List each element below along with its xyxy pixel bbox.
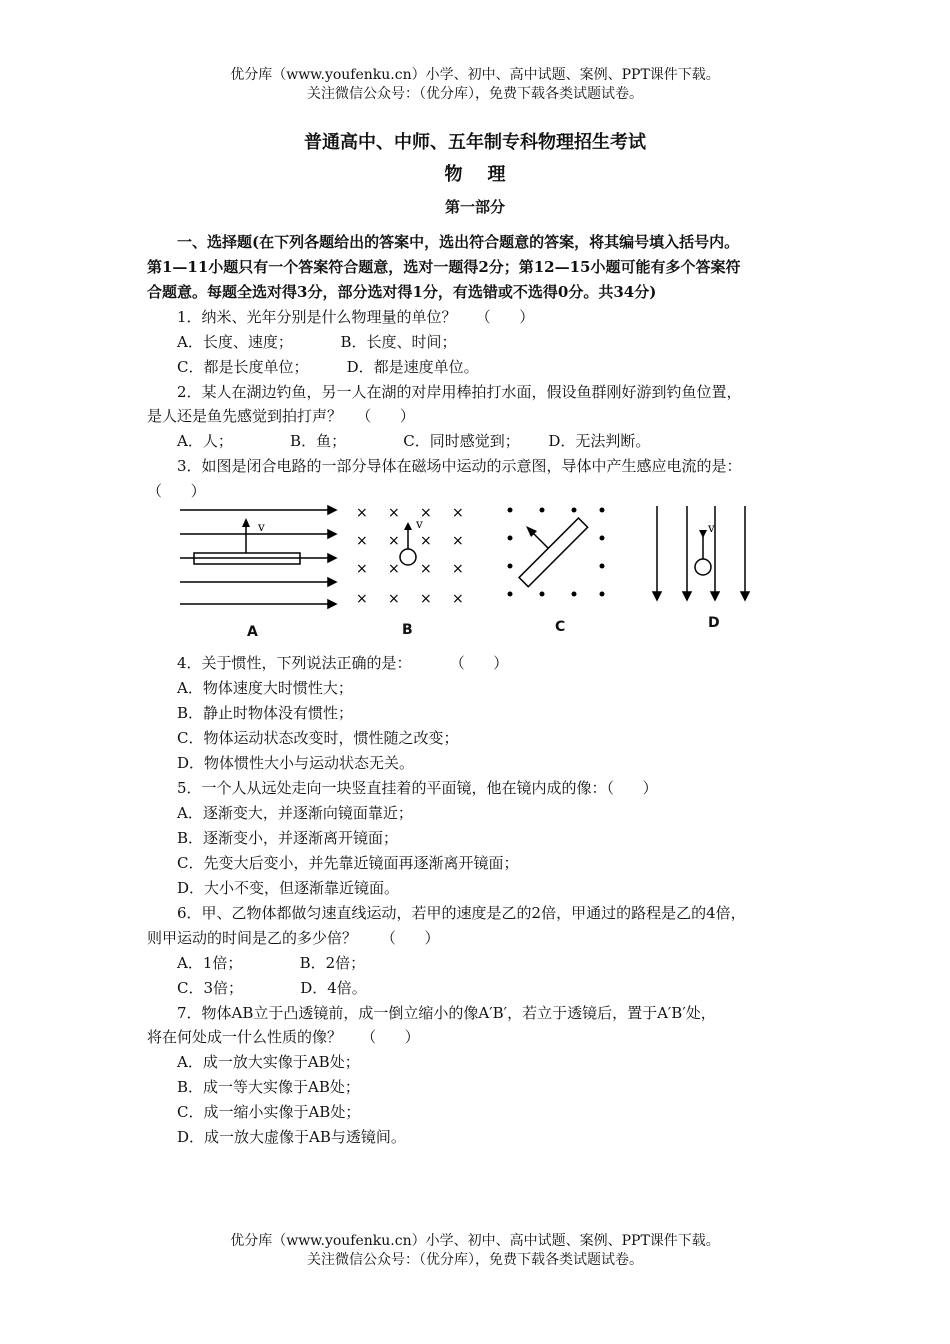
svg-text:×: × — [356, 505, 368, 521]
footer-line-2: 关注微信公众号：（优分库），免费下载各类试题试卷。 — [307, 1252, 643, 1268]
svg-text:×: × — [452, 591, 464, 607]
q3-stem-2: （ ） — [147, 482, 206, 500]
svg-text:×: × — [452, 533, 464, 549]
panel-d-conductor — [695, 559, 711, 575]
q6-options-ab: A．1倍； B．2倍； — [177, 954, 366, 972]
panel-b-v-label: v — [416, 517, 423, 531]
panel-a-velocity-arrow — [242, 518, 250, 527]
svg-text:×: × — [420, 561, 432, 577]
q3-stem-1: 3．如图是闭合电路的一部分导体在磁场中运动的示意图，导体中产生感应电流的是： — [177, 457, 742, 475]
q2-stem-2: 是人还是鱼先感觉到拍打声？ （ ） — [147, 407, 415, 425]
exam-title: 普通高中、中师、五年制专科物理招生考试 — [304, 132, 646, 153]
q4-option-d: D．物体惯性大小与运动状态无关。 — [177, 754, 415, 772]
q4-option-b: B．静止时物体没有惯性； — [177, 704, 354, 722]
svg-text:×: × — [452, 505, 464, 521]
panel-b-velocity-arrow — [404, 522, 412, 530]
svg-text:×: × — [420, 505, 432, 521]
q4-option-a: A．物体速度大时惯性大； — [177, 679, 353, 697]
q5-option-d: D．大小不变，但逐渐靠近镜面。 — [177, 879, 400, 897]
q7-stem-1: 7．物体AB立于凸透镜前，成一倒立缩小的像A′B′，若立于透镜后，置于A′B′处， — [177, 1004, 716, 1022]
panel-label-d: D — [708, 615, 720, 631]
svg-text:×: × — [388, 505, 400, 521]
q7-option-c: C．成一缩小实像于AB处； — [177, 1103, 361, 1121]
q3-figure — [170, 498, 780, 643]
q6-stem-2: 则甲运动的时间是乙的多少倍？ （ ） — [147, 929, 440, 947]
header-line-2: 关注微信公众号：（优分库），免费下载各类试题试卷。 — [307, 86, 643, 102]
q7-stem-2: 将在何处成一什么性质的像？ （ ） — [147, 1028, 420, 1046]
q2-stem-1: 2．某人在湖边钓鱼，另一人在湖的对岸用棒拍打水面，假设鱼群刚好游到钓鱼位置， — [177, 383, 742, 401]
q7-option-d: D．成一放大虚像于AB与透镜间。 — [177, 1128, 406, 1146]
q5-option-a: A．逐渐变大，并逐渐向镜面靠近； — [177, 804, 413, 822]
svg-text:×: × — [452, 561, 464, 577]
section-instructions-3: 合题意。每题全选对得3分，部分选对得1分，有选错或不选得0分。共34分) — [147, 283, 657, 301]
svg-text:×: × — [420, 533, 432, 549]
panel-a-v-label: v — [258, 520, 265, 534]
panel-d-velocity-arrow — [699, 530, 707, 538]
q4-stem: 4．关于惯性，下列说法正确的是： （ ） — [177, 654, 509, 672]
q1-stem: 1．纳米、光年分别是什么物理量的单位？ （ ） — [177, 308, 535, 326]
panel-label-b: B — [402, 622, 413, 638]
svg-text:×: × — [388, 591, 400, 607]
part-title: 第一部分 — [444, 198, 505, 216]
svg-text:×: × — [356, 533, 368, 549]
panel-d-field-lines — [653, 506, 749, 600]
subject-title: 物 理 — [444, 164, 506, 185]
q5-stem: 5．一个人从远处走向一块竖直挂着的平面镜，他在镜内成的像：（ ） — [177, 779, 658, 797]
header-line-1: 优分库（www.youfenku.cn）小学、初中、高中试题、案例、PPT课件下载。 — [230, 67, 720, 83]
q4-option-c: C．物体运动状态改变时，惯性随之改变； — [177, 729, 459, 747]
panel-b-conductor — [400, 549, 416, 565]
svg-text:×: × — [356, 591, 368, 607]
panel-label-c: C — [555, 619, 566, 635]
q2-options: A．人； B．鱼； C．同时感觉到； D．无法判断。 — [177, 432, 651, 450]
section-instructions-2: 第1—11小题只有一个答案符合题意，选对一题得2分；第12—15小题可能有多个答案符 — [147, 258, 741, 276]
q5-option-c: C．先变大后变小，并先靠近镜面再逐渐离开镜面； — [177, 854, 519, 872]
q6-stem-1: 6．甲、乙物体都做匀速直线运动，若甲的速度是乙的2倍，甲通过的路程是乙的4倍， — [177, 904, 746, 922]
q1-options-ab: A．长度、速度； B．长度、时间； — [177, 333, 457, 351]
q6-options-cd: C．3倍； D．4倍。 — [177, 979, 367, 997]
section-instructions-1: 一、选择题(在下列各题给出的答案中，选出符合题意的答案，将其编号填入括号内。 — [177, 233, 740, 251]
panel-label-a: A — [247, 624, 258, 640]
svg-text:×: × — [388, 533, 400, 549]
q7-option-b: B．成一等大实像于AB处； — [177, 1078, 360, 1096]
footer-line-1: 优分库（www.youfenku.cn）小学、初中、高中试题、案例、PPT课件下载。 — [230, 1233, 720, 1249]
q3-diagram — [170, 498, 780, 643]
svg-text:×: × — [356, 561, 368, 577]
q7-option-a: A．成一放大实像于AB处； — [177, 1053, 360, 1071]
svg-text:×: × — [420, 591, 432, 607]
panel-d-v-label: v — [708, 521, 715, 535]
svg-text:×: × — [388, 561, 400, 577]
q1-options-cd: C．都是长度单位； D．都是速度单位。 — [177, 358, 479, 376]
q5-option-b: B．逐渐变小，并逐渐离开镜面； — [177, 829, 399, 847]
